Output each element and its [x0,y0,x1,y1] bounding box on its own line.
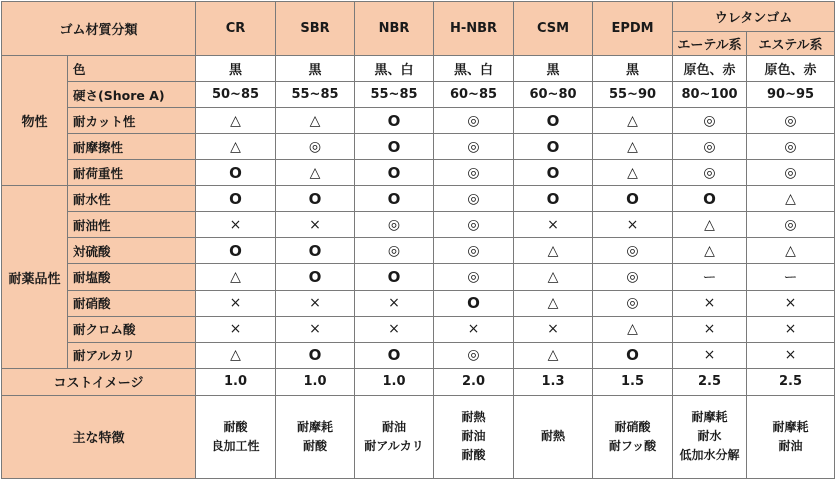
cell-sbr: △ [276,108,355,134]
cell-ester: 原色、赤 [747,56,835,82]
cell-ether: × [673,342,747,368]
feature-line: 耐アルカリ [364,438,424,453]
cell-cr: O [196,238,276,264]
feature-sbr [276,395,355,478]
cost-nbr: 1.0 [355,368,434,395]
feature-ester [747,395,835,478]
cell-nbr: × [355,316,434,342]
cell-sbr: 黒 [276,56,355,82]
property-label: 耐塩酸 [68,264,196,290]
feature-cr [196,395,276,478]
feature-row [2,395,835,478]
cell-nbr: ◎ [355,212,434,238]
cell-csm: O [514,134,593,160]
cell-epdm: O [593,186,673,212]
cell-ether: 80~100 [673,82,747,108]
feature-epdm [593,395,673,478]
property-label: 耐カット性 [68,108,196,134]
feature-line: 耐油 [382,419,407,434]
feature-hnbr [434,395,514,478]
cell-epdm: × [593,212,673,238]
cell-epdm: △ [593,316,673,342]
cell-nbr: 55~85 [355,82,434,108]
cell-cr: △ [196,342,276,368]
cell-cr: × [196,290,276,316]
cell-ether: 原色、赤 [673,56,747,82]
header-material-epdm: EPDM [593,2,673,56]
property-label: 耐アルカリ [68,342,196,368]
feature-csm [514,395,593,478]
feature-line: 低加水分解 [679,448,740,463]
table-row [2,56,835,82]
cell-epdm: 55~90 [593,82,673,108]
cell-hnbr: ◎ [434,134,514,160]
cell-hnbr: ◎ [434,238,514,264]
cell-hnbr: 60~85 [434,82,514,108]
feature-line: 耐油 [778,438,803,453]
cell-nbr: O [355,160,434,186]
cell-epdm: ◎ [593,290,673,316]
cell-hnbr: O [434,290,514,316]
property-label: 耐荷重性 [68,160,196,186]
feature-line: 良加工性 [211,438,260,453]
cell-epdm: △ [593,134,673,160]
property-label: 耐油性 [68,212,196,238]
feature-line: 耐水 [697,429,722,444]
cell-sbr: ◎ [276,134,355,160]
table-row [2,134,835,160]
cell-csm: × [514,212,593,238]
property-label: 色 [68,56,196,82]
cell-epdm: ◎ [593,264,673,290]
header-material-csm: CSM [514,2,593,56]
table-row [2,238,835,264]
property-label: 耐クロム酸 [68,316,196,342]
feature-line: 耐酸 [223,419,248,434]
cell-nbr: × [355,290,434,316]
cell-epdm: 黒 [593,56,673,82]
cell-ester: △ [747,186,835,212]
cell-ester: × [747,316,835,342]
cost-epdm: 1.5 [593,368,673,395]
cell-epdm: O [593,342,673,368]
property-label: 耐硝酸 [68,290,196,316]
cell-hnbr: ◎ [434,108,514,134]
header-urethane-group: ウレタンゴム [673,2,835,32]
cell-ester: × [747,342,835,368]
cell-epdm: △ [593,108,673,134]
feature-ether [673,395,747,478]
cell-hnbr: ◎ [434,160,514,186]
cell-sbr: △ [276,160,355,186]
cell-cr: O [196,186,276,212]
cell-csm: △ [514,290,593,316]
header-urethane-ester: エステル系 [747,32,835,56]
cell-sbr: × [276,212,355,238]
feature-line: 耐硝酸 [614,419,651,434]
header-material-hnbr: H-NBR [434,2,514,56]
cell-cr: O [196,160,276,186]
cell-ether: × [673,316,747,342]
rubber-material-table [1,1,835,479]
cost-cr: 1.0 [196,368,276,395]
cell-csm: × [514,316,593,342]
cell-csm: △ [514,264,593,290]
cell-sbr: O [276,238,355,264]
feature-line: 耐油 [461,429,486,444]
cost-ester: 2.5 [747,368,835,395]
table-row [2,108,835,134]
cell-csm: 60~80 [514,82,593,108]
feature-line: 耐摩耗 [691,410,728,425]
table-row [2,186,835,212]
category-chemical: 耐薬品性 [2,186,68,368]
cell-csm: O [514,108,593,134]
header-material-sbr: SBR [276,2,355,56]
cell-hnbr: ◎ [434,342,514,368]
cell-csm: O [514,186,593,212]
cell-ether: △ [673,212,747,238]
table-row [2,264,835,290]
cell-sbr: 55~85 [276,82,355,108]
table-row [2,290,835,316]
cell-sbr: O [276,186,355,212]
cell-cr: × [196,212,276,238]
cost-sbr: 1.0 [276,368,355,395]
property-label: 耐摩擦性 [68,134,196,160]
feature-label: 主な特徴 [2,395,196,478]
table-row [2,342,835,368]
cell-epdm: ◎ [593,238,673,264]
cell-ester: 90~95 [747,82,835,108]
feature-line: 耐酸 [461,448,486,463]
cell-nbr: O [355,134,434,160]
cell-ether: △ [673,238,747,264]
cell-sbr: × [276,290,355,316]
cell-ester: △ [747,238,835,264]
cell-nbr: O [355,186,434,212]
feature-line: 耐フッ酸 [608,438,657,453]
feature-line: 耐摩耗 [772,419,809,434]
cell-ester: ◎ [747,134,835,160]
cell-cr: △ [196,264,276,290]
cost-label: コストイメージ [2,368,196,395]
cell-nbr: 黒、白 [355,56,434,82]
table-row [2,316,835,342]
cell-hnbr: × [434,316,514,342]
cost-csm: 1.3 [514,368,593,395]
header-corner: ゴム材質分類 [2,2,196,56]
cell-csm: △ [514,342,593,368]
cell-ether: O [673,186,747,212]
feature-line: 耐熱 [541,429,566,444]
cell-ether: ー [673,264,747,290]
cell-sbr: × [276,316,355,342]
property-label: 対硫酸 [68,238,196,264]
property-label: 硬さ(Shore A) [68,82,196,108]
cell-cr: △ [196,108,276,134]
cell-nbr: O [355,342,434,368]
cell-csm: 黒 [514,56,593,82]
cost-hnbr: 2.0 [434,368,514,395]
header-material-cr: CR [196,2,276,56]
cell-ester: ◎ [747,212,835,238]
cell-nbr: ◎ [355,238,434,264]
cell-cr: × [196,316,276,342]
cell-ester: × [747,290,835,316]
feature-line: 耐酸 [303,438,328,453]
cell-ether: × [673,290,747,316]
cell-cr: 黒 [196,56,276,82]
cell-ether: ◎ [673,108,747,134]
cell-nbr: O [355,264,434,290]
cell-hnbr: ◎ [434,264,514,290]
cell-sbr: O [276,342,355,368]
cell-csm: O [514,160,593,186]
cell-cr: 50~85 [196,82,276,108]
cell-ester: ー [747,264,835,290]
feature-line: 耐摩耗 [297,419,334,434]
cell-ester: ◎ [747,108,835,134]
feature-line: 耐熱 [461,410,486,425]
cell-ester: ◎ [747,160,835,186]
property-label: 耐水性 [68,186,196,212]
cell-ether: ◎ [673,160,747,186]
cell-csm: △ [514,238,593,264]
cell-hnbr: ◎ [434,212,514,238]
header-urethane-ether: エーテル系 [673,32,747,56]
table-row [2,212,835,238]
cell-nbr: O [355,108,434,134]
cell-hnbr: ◎ [434,186,514,212]
category-physical: 物性 [2,56,68,186]
header-material-nbr: NBR [355,2,434,56]
feature-nbr [355,395,434,478]
table-row [2,160,835,186]
cell-ether: ◎ [673,134,747,160]
cell-sbr: O [276,264,355,290]
table-row [2,82,835,108]
cost-row [2,368,835,395]
cost-ether: 2.5 [673,368,747,395]
cell-epdm: △ [593,160,673,186]
cell-hnbr: 黒、白 [434,56,514,82]
cell-cr: △ [196,134,276,160]
